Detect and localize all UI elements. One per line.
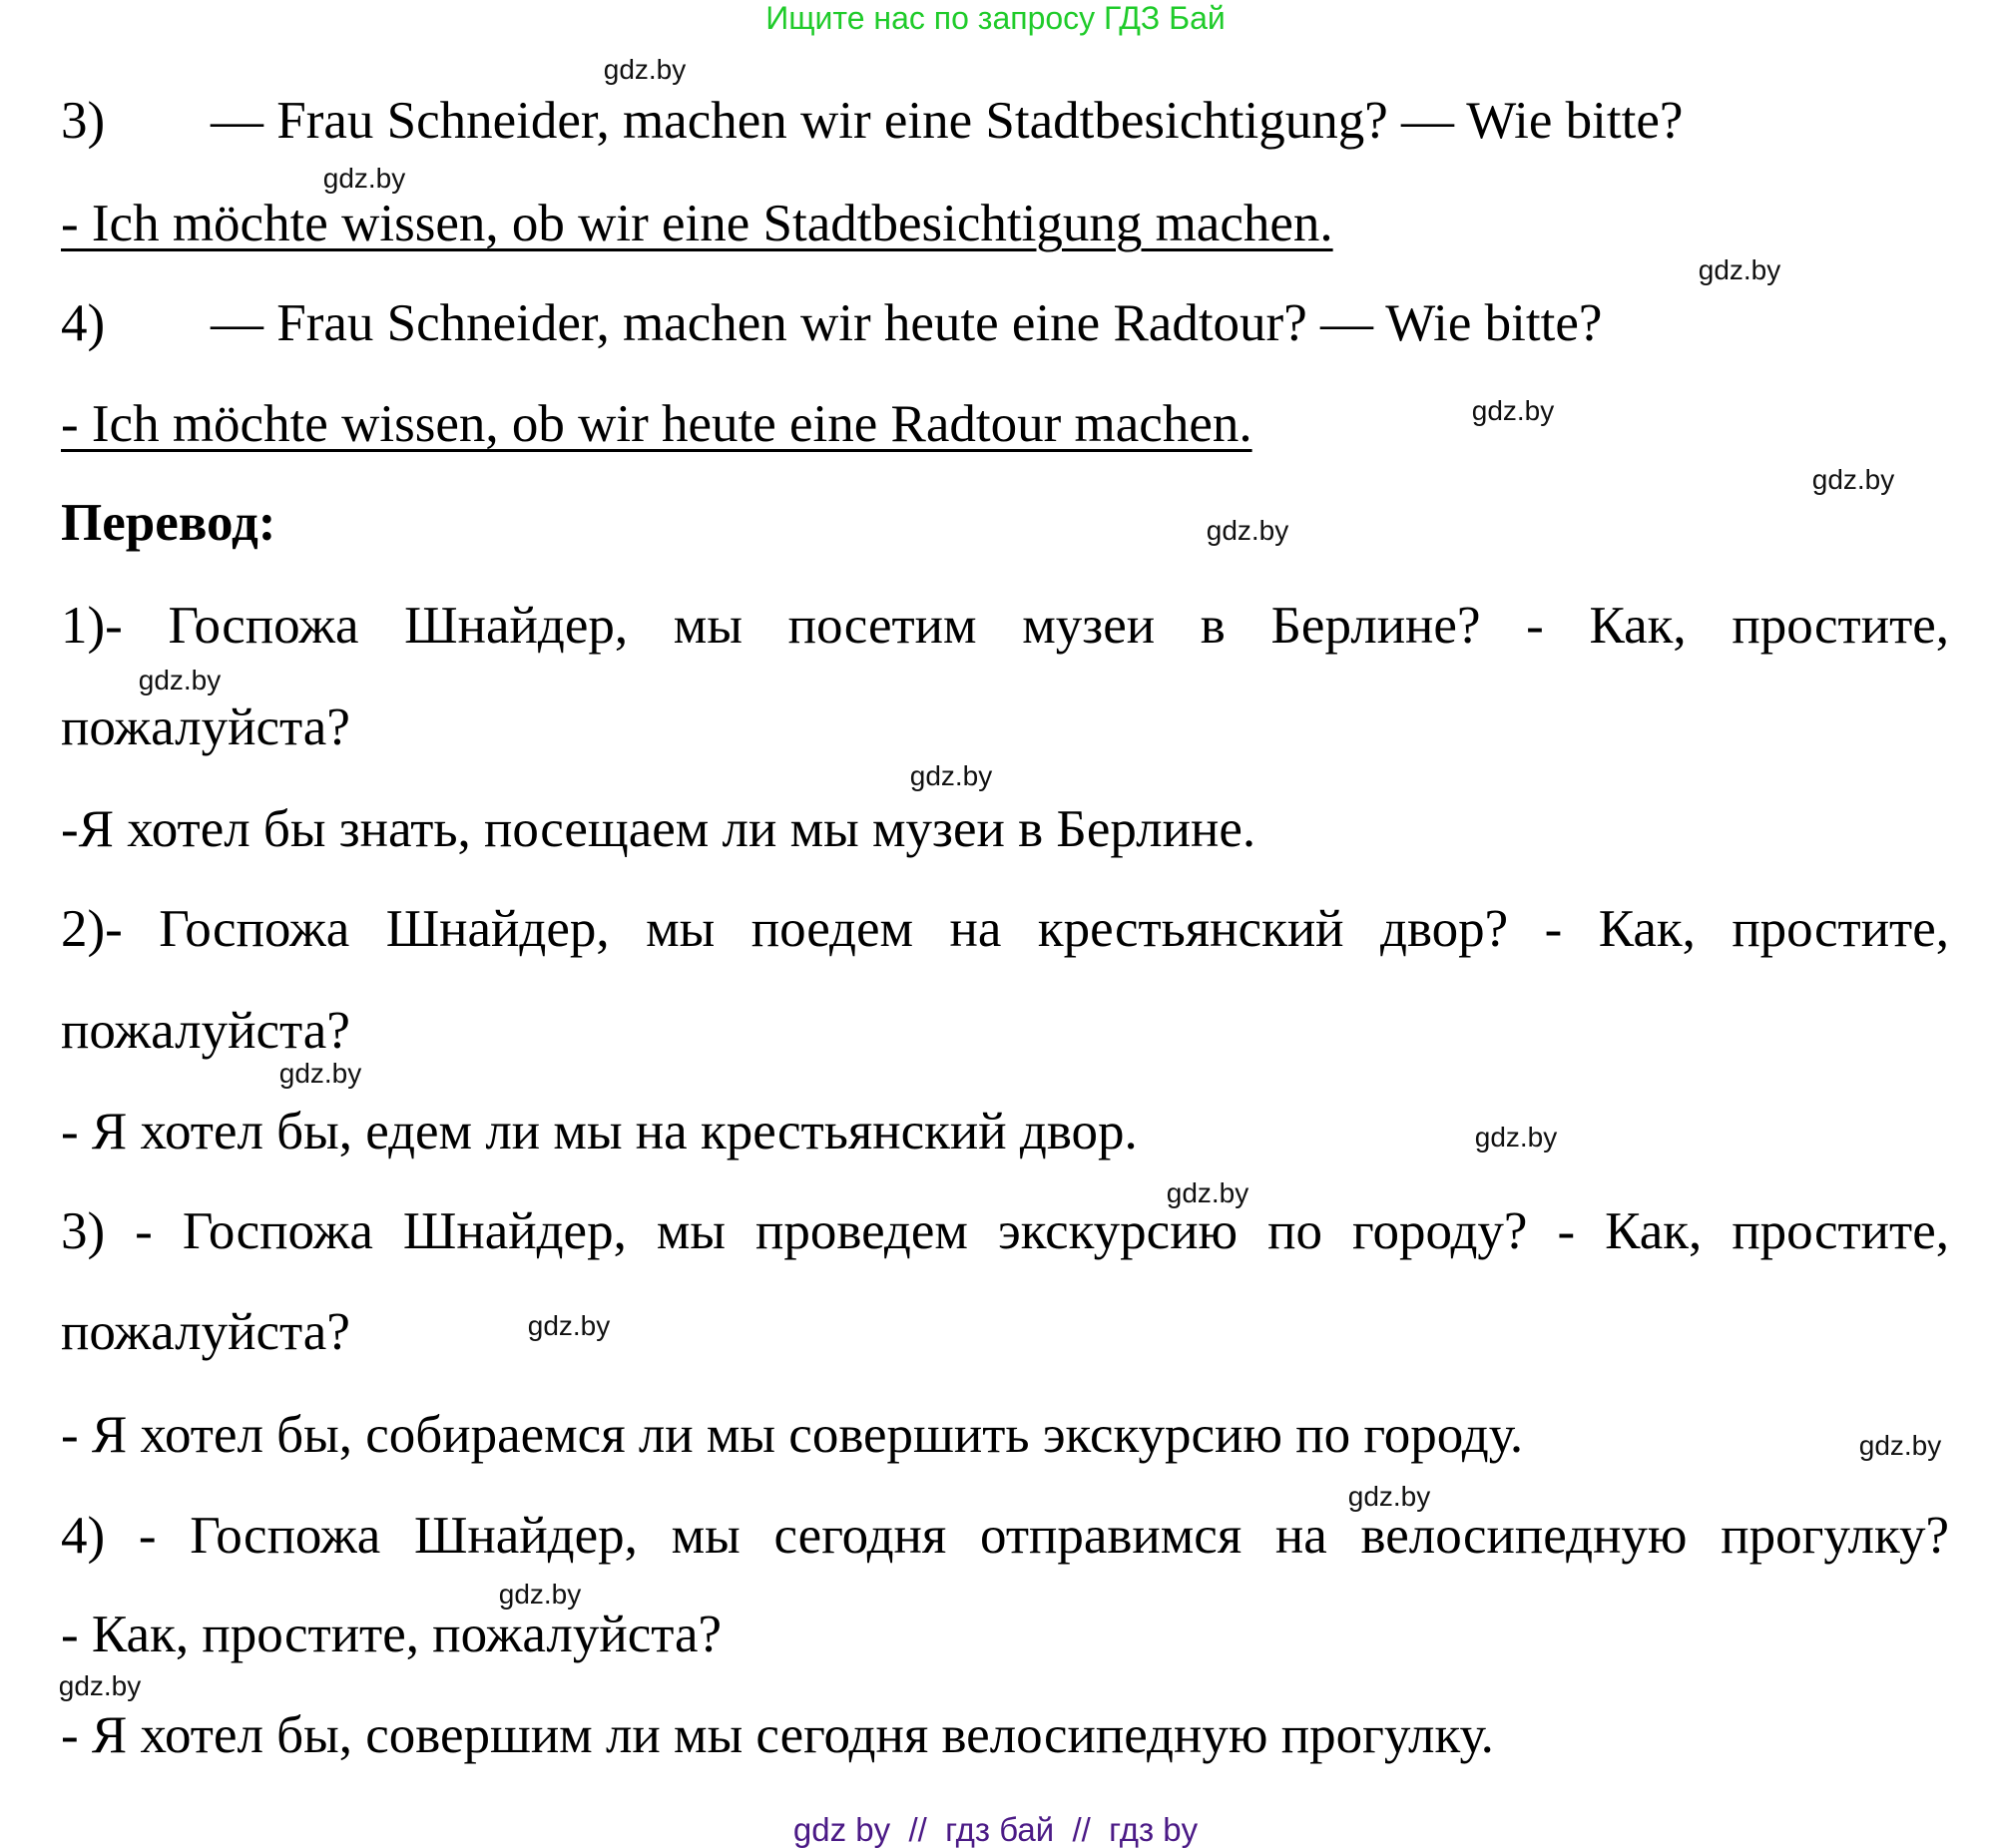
exercise-4-question [61,291,1602,355]
watermark: gdz.by [322,163,406,194]
translation-4-question: 4) - Госпожа Шнайдер, мы сегодня отправимся на велосипедную прогулку? [61,1507,1949,1565]
watermark: gdz.by [1471,395,1555,426]
translation-4-question-cont: - Как, простите, пожалуйста? [61,1606,723,1663]
watermark: gdz.by [498,1579,582,1610]
translation-4-answer: - Я хотел бы, совершим ли мы сегодня велосипедную прогулку. [61,1706,1494,1764]
translation-3-answer: - Я хотел бы, собираемся ли мы совершить экскурсию по городу. [61,1406,1524,1464]
watermark: gdz.by [1858,1430,1942,1461]
exercise-4-number: 4) [61,294,106,352]
exercise-4-answer-text: - Ich möchte wissen, ob wir heute eine Radtour machen. [61,395,1252,453]
exercise-4-question-text: — Frau Schneider, machen wir heute eine Radtour? — Wie bitte? [211,294,1603,352]
translation-3-question: 3) - Госпожа Шнайдер, мы проведем экскурсию по городу? - Как, простите, [61,1202,1949,1260]
exercise-3-number: 3) [61,92,106,150]
translation-2-question-cont: пожалуйста? [61,1002,350,1060]
site-footer-tagline: gdz by // гдз бай // гдз by [792,1811,1199,1848]
translation-1-question-cont: пожалуйста? [61,698,350,756]
watermark: gdz.by [278,1058,362,1089]
translation-3-question-cont: пожалуйста? [61,1303,350,1361]
watermark: gdz.by [1206,515,1289,546]
exercise-3-answer-text: - Ich möchte wissen, ob wir eine Stadtbesichtigung machen. [61,195,1333,252]
search-hint-banner: Ищите нас по запросу ГДЗ Бай [765,0,1226,36]
translation-2-question: 2)- Госпожа Шнайдер, мы поедем на крестьянский двор? - Как, простите, [61,900,1949,958]
watermark: gdz.by [138,665,222,695]
exercise-3-question [61,89,1683,153]
translation-1-question: 1)- Госпожа Шнайдер, мы посетим музеи в Берлине? - Как, простите, [61,597,1949,655]
exercise-4-answer [61,392,1252,456]
watermark: gdz.by [1698,254,1781,285]
translation-1-answer: -Я хотел бы знать, посещаем ли мы музеи в Берлине. [61,800,1256,858]
watermark: gdz.by [1474,1122,1558,1153]
watermark: gdz.by [527,1310,611,1341]
watermark: gdz.by [909,760,993,791]
exercise-3-answer [61,192,1333,255]
watermark: gdz.by [1166,1177,1249,1208]
watermark: gdz.by [1811,464,1895,495]
watermark: gdz.by [603,54,687,85]
exercise-3-question-text: — Frau Schneider, machen wir eine Stadtbesichtigung? — Wie bitte? [211,92,1684,150]
translation-heading: Перевод: [61,494,276,552]
translation-2-answer: - Я хотел бы, едем ли мы на крестьянский двор. [61,1103,1138,1160]
watermark: gdz.by [1347,1481,1431,1512]
watermark: gdz.by [58,1670,142,1701]
